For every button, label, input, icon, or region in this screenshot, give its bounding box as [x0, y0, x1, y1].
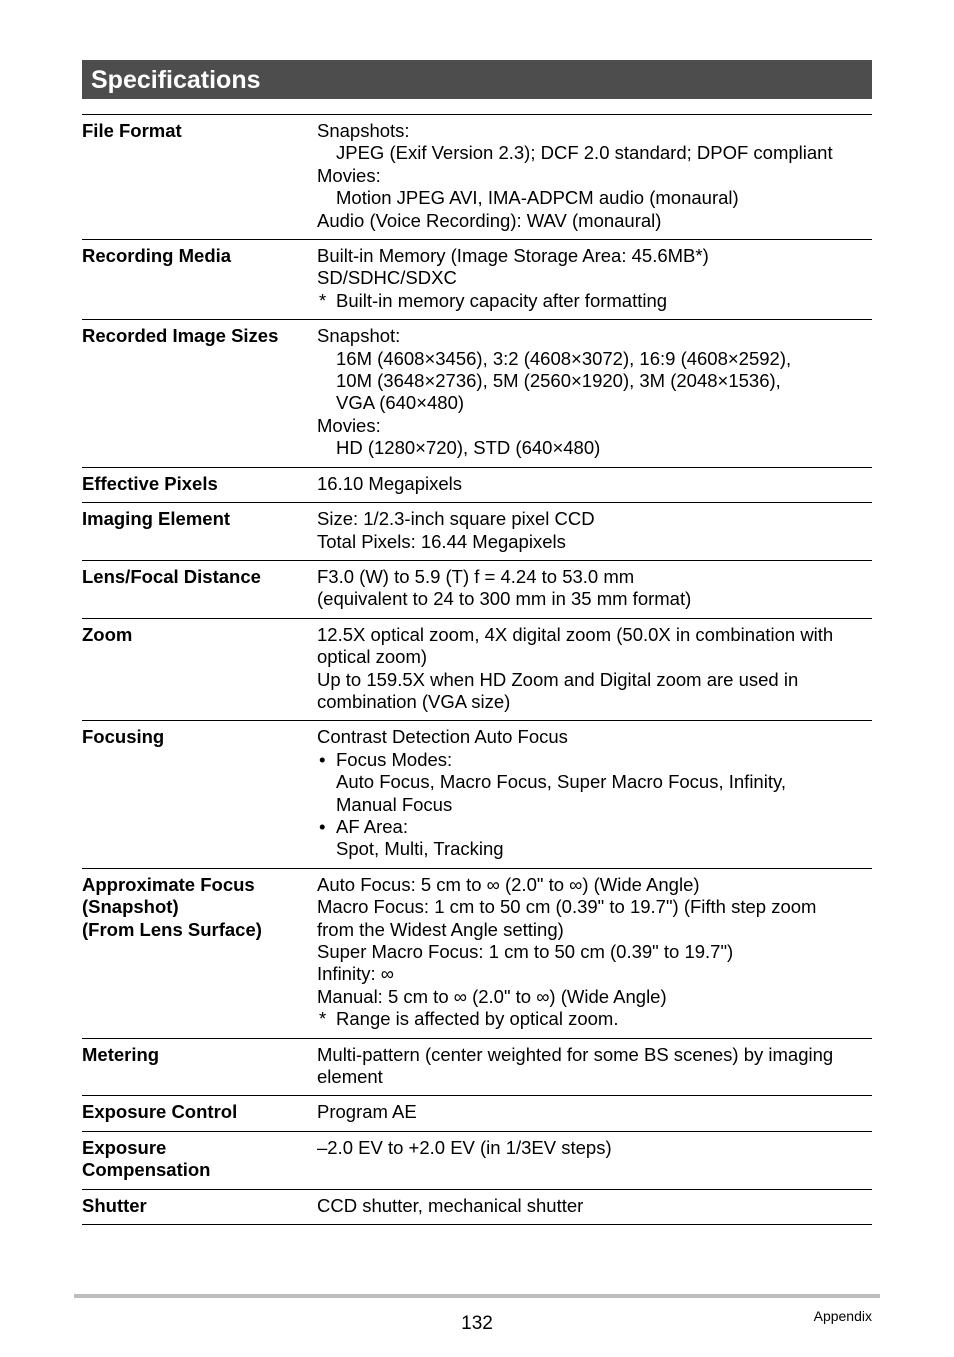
spec-label	[82, 566, 317, 611]
spec-value-line: Super Macro Focus: 1 cm to 50 cm (0.39" to 19.7")	[317, 941, 734, 962]
spec-value	[317, 624, 872, 714]
spec-label	[82, 1137, 317, 1182]
asterisk-mark: *	[319, 1008, 327, 1030]
spec-label	[82, 120, 317, 232]
spec-label-line: Imaging Element	[82, 508, 231, 530]
spec-value-line: Infinity: ∞	[317, 963, 394, 985]
spec-value	[317, 1101, 872, 1123]
spec-label-line: (Snapshot)	[82, 896, 179, 918]
spec-value	[317, 726, 872, 860]
footer-divider	[74, 1294, 880, 1298]
spec-note-line	[317, 1008, 872, 1030]
spec-label	[82, 473, 317, 495]
spec-label-line: Compensation	[82, 1159, 211, 1181]
spec-value-line: JPEG (Exif Version 2.3); DCF 2.0 standard; DPOF compliant	[336, 142, 833, 164]
spec-label-line: Approximate Focus	[82, 873, 255, 895]
spec-label	[82, 1044, 317, 1089]
table-row	[82, 721, 872, 868]
table-row	[82, 869, 872, 1039]
spec-value	[317, 245, 872, 312]
spec-label-line: (From Lens Surface)	[82, 918, 262, 940]
spec-label	[82, 1101, 317, 1123]
spec-note-text: Built-in memory capacity after formatting	[336, 289, 668, 311]
spec-value-line: Built-in Memory (Image Storage Area: 45.6MB*)	[317, 245, 709, 267]
spec-value-line: Up to 159.5X when HD Zoom and Digital zoom are used in	[317, 668, 799, 690]
table-row	[82, 619, 872, 722]
section-name: Appendix	[813, 1308, 872, 1324]
spec-value-line: Auto Focus: 5 cm to ∞ (2.0" to ∞) (Wide Angle)	[317, 873, 700, 895]
table-row	[82, 503, 872, 561]
spec-value	[317, 508, 872, 553]
spec-value	[317, 566, 872, 611]
spec-label	[82, 874, 317, 1031]
spec-label	[82, 245, 317, 312]
spec-value	[317, 1195, 872, 1217]
spec-value-line: SD/SDHC/SDXC	[317, 267, 457, 289]
spec-value-line: (equivalent to 24 to 300 mm in 35 mm format)	[317, 588, 692, 610]
spec-value-line: Manual Focus	[336, 793, 453, 815]
spec-value	[317, 473, 872, 495]
table-row	[82, 561, 872, 619]
spec-value-line: Movies:	[317, 164, 381, 186]
spec-label-line: Focusing	[82, 726, 165, 748]
spec-value-line: Motion JPEG AVI, IMA-ADPCM audio (monaural)	[336, 187, 739, 209]
bullet-mark: •	[319, 815, 326, 837]
page-title: Specifications	[82, 60, 872, 99]
spec-note-line	[317, 816, 872, 838]
spec-label	[82, 508, 317, 553]
spec-note-text: Range is affected by optical zoom.	[336, 1008, 619, 1030]
spec-value-line: from the Widest Angle setting)	[317, 918, 564, 940]
spec-value	[317, 120, 872, 232]
spec-value-line: Multi-pattern (center weighted for some BS scenes) by imaging	[317, 1043, 834, 1065]
spec-value-line: element	[317, 1066, 383, 1088]
spec-label	[82, 325, 317, 459]
spec-value-line: 16M (4608×3456), 3:2 (4608×3072), 16:9 (4608×2592),	[336, 347, 792, 369]
spec-value-line: Spot, Multi, Tracking	[336, 838, 504, 860]
spec-value	[317, 325, 872, 459]
spec-label-line: Zoom	[82, 623, 133, 645]
spec-label-line: File Format	[82, 120, 182, 141]
page-number: 132	[461, 1313, 493, 1334]
spec-value-line: Macro Focus: 1 cm to 50 cm (0.39" to 19.7") (Fifth step zoom	[317, 896, 817, 918]
spec-label-line: Effective Pixels	[82, 472, 218, 494]
table-row	[82, 320, 872, 467]
spec-value-line: HD (1280×720), STD (640×480)	[336, 437, 601, 459]
spec-value-line: Snapshots:	[317, 120, 410, 141]
spec-label	[82, 726, 317, 860]
spec-value-line: Snapshot:	[317, 325, 401, 347]
spec-value	[317, 1044, 872, 1089]
spec-value-line: Manual: 5 cm to ∞ (2.0" to ∞) (Wide Angle)	[317, 985, 667, 1007]
table-row	[82, 240, 872, 320]
table-row	[82, 468, 872, 503]
table-row	[82, 1039, 872, 1097]
spec-value-line: Movies:	[317, 414, 381, 436]
asterisk-mark: *	[319, 289, 327, 311]
spec-label-line: Shutter	[82, 1194, 147, 1216]
spec-label-line: Metering	[82, 1043, 160, 1065]
table-row	[82, 1132, 872, 1190]
table-row	[82, 1096, 872, 1131]
spec-value-line: 10M (3648×2736), 5M (2560×1920), 3M (2048×1536),	[336, 370, 781, 392]
spec-value-line: –2.0 EV to +2.0 EV (in 1/3EV steps)	[317, 1136, 612, 1158]
spec-value-line: Program AE	[317, 1101, 417, 1123]
spec-note-line	[317, 290, 872, 312]
specifications-table	[82, 114, 872, 1225]
spec-value-line: Size: 1/2.3-inch square pixel CCD	[317, 508, 595, 530]
spec-note-line	[317, 749, 872, 771]
spec-value-line: Audio (Voice Recording): WAV (monaural)	[317, 209, 662, 231]
spec-note-text: Focus Modes:	[336, 748, 453, 770]
spec-label	[82, 1195, 317, 1217]
spec-label-line: Exposure	[82, 1136, 167, 1158]
spec-value-line: 12.5X optical zoom, 4X digital zoom (50.0X in combination with	[317, 623, 834, 645]
spec-value-line: Total Pixels: 16.44 Megapixels	[317, 530, 566, 552]
spec-value-line: optical zoom)	[317, 646, 428, 668]
spec-value-line: F3.0 (W) to 5.9 (T) f = 4.24 to 53.0 mm	[317, 565, 635, 587]
spec-label-line: Exposure Control	[82, 1101, 238, 1123]
spec-label-line: Lens/Focal Distance	[82, 565, 261, 587]
spec-label	[82, 624, 317, 714]
spec-value-line: combination (VGA size)	[317, 690, 511, 712]
spec-label-line: Recorded Image Sizes	[82, 325, 279, 347]
spec-note-text: AF Area:	[336, 815, 408, 837]
spec-value-line: CCD shutter, mechanical shutter	[317, 1194, 584, 1216]
spec-value-line: VGA (640×480)	[336, 392, 465, 414]
spec-value	[317, 874, 872, 1031]
spec-value	[317, 1137, 872, 1182]
spec-value-line: Contrast Detection Auto Focus	[317, 726, 568, 748]
spec-value-line: 16.10 Megapixels	[317, 472, 463, 494]
bullet-mark: •	[319, 748, 326, 770]
table-row	[82, 1190, 872, 1225]
table-row	[82, 115, 872, 240]
spec-label-line: Recording Media	[82, 245, 232, 267]
spec-value-line: Auto Focus, Macro Focus, Super Macro Focus, Infinity,	[336, 771, 786, 793]
